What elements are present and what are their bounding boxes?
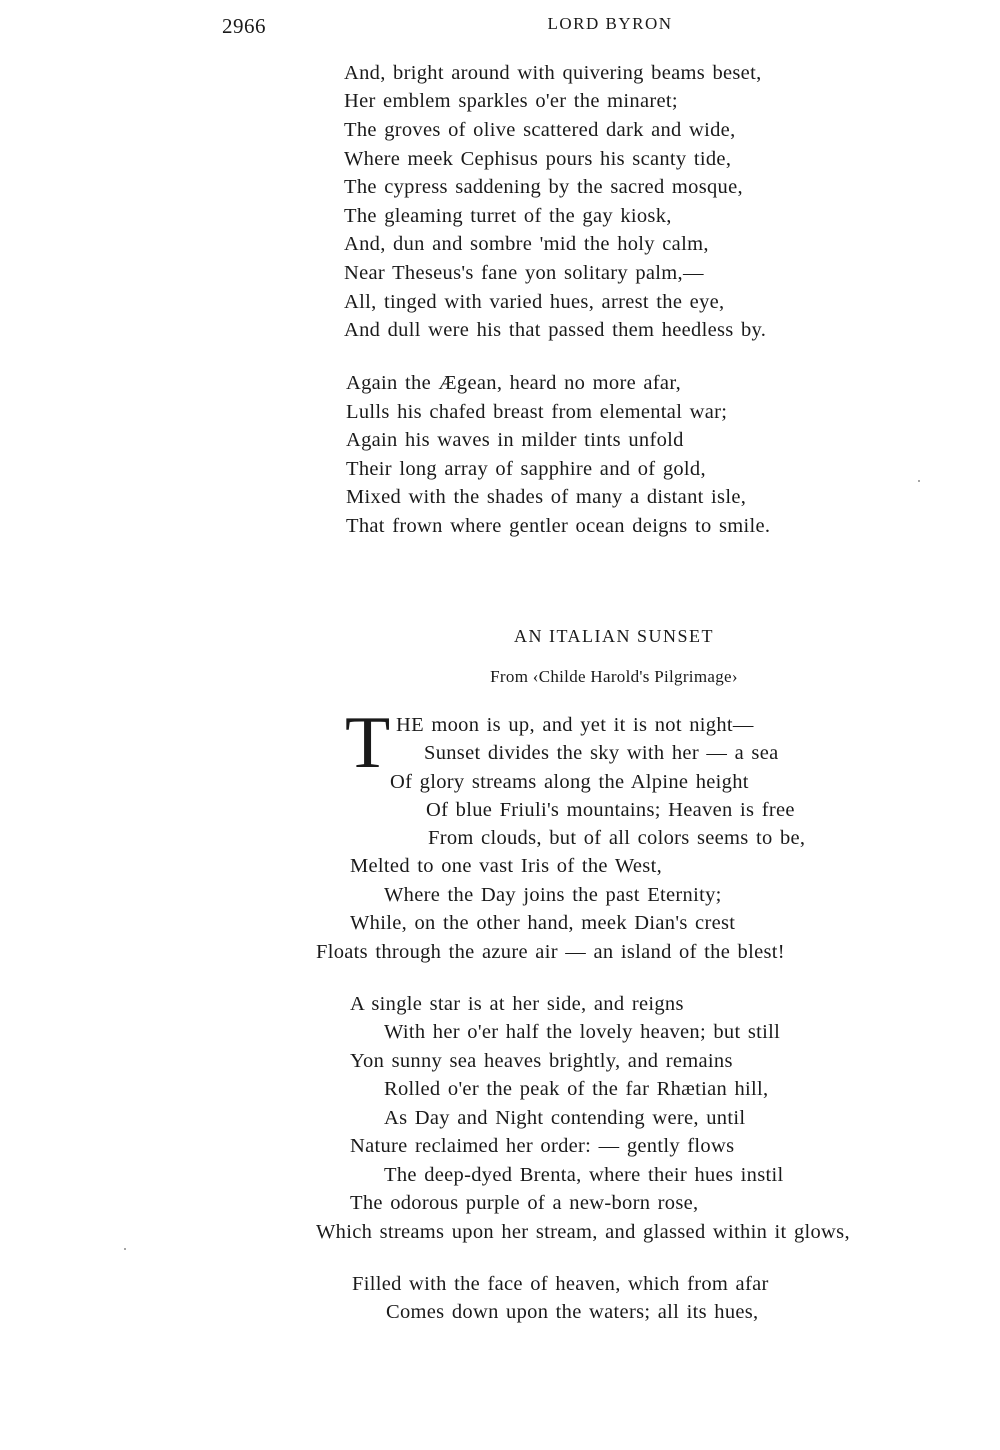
scan-speck [124,1248,126,1250]
verse-line: That frown where gentler ocean deigns to smile. [346,515,771,537]
verse-line: Of glory streams along the Alpine height [390,771,749,793]
verse-line: Melted to one vast Iris of the West, [350,855,662,877]
verse-line: And, dun and sombre 'mid the holy calm, [344,233,709,255]
verse-line: Comes down upon the waters; all its hues, [386,1301,759,1323]
verse-line: Nature reclaimed her order: — gently flows [350,1135,735,1157]
verse-line: Where meek Cephisus pours his scanty tide, [344,148,732,170]
verse-line: Near Theseus's fane yon solitary palm,— [344,262,704,284]
verse-line: Which streams upon her stream, and glassed within it glows, [316,1221,850,1243]
page-number: 2966 [222,14,266,38]
verse-line: The odorous purple of a new-born rose, [350,1192,699,1214]
verse-line: Their long array of sapphire and of gold, [346,458,706,480]
verse-line: Rolled o'er the peak of the far Rhætian hill, [384,1078,769,1100]
verse-line: Lulls his chafed breast from elemental war; [346,401,728,423]
verse-line: The groves of olive scattered dark and wide, [344,119,736,141]
verse-line: Yon sunny sea heaves brightly, and remains [350,1050,733,1072]
verse-line: And dull were his that passed them heedless by. [344,319,767,341]
verse-line: A single star is at her side, and reigns [350,993,684,1015]
first-line-smallcaps: HE [396,714,424,736]
verse-line: All, tinged with varied hues, arrest the eye, [344,291,725,313]
verse-line-first [396,714,754,737]
verse-line: Mixed with the shades of many a distant isle, [346,486,747,508]
running-head: LORD BYRON [547,14,673,33]
verse-line: Of blue Friuli's mountains; Heaven is free [426,799,795,821]
verse-line: With her o'er half the lovely heaven; but still [384,1021,781,1043]
verse-line: The cypress saddening by the sacred mosque, [344,176,743,198]
verse-line: Sunset divides the sky with her — a sea [424,742,779,764]
poem-source: From ‹Childe Harold's Pilgrimage› [490,667,738,686]
verse-line: From clouds, but of all colors seems to be, [428,827,806,849]
verse-line: Floats through the azure air — an island of the blest! [316,941,785,963]
verse-line: While, on the other hand, meek Dian's crest [350,912,736,934]
drop-cap: T [345,702,391,784]
scan-speck [918,480,920,482]
verse-line: The deep-dyed Brenta, where their hues instil [384,1164,784,1186]
verse-line: Again his waves in milder tints unfold [346,429,684,451]
verse-line: Again the Ægean, heard no more afar, [346,372,682,394]
verse-line: The gleaming turret of the gay kiosk, [344,205,672,227]
verse-line: Where the Day joins the past Eternity; [384,884,722,906]
poem-title: AN ITALIAN SUNSET [513,626,715,646]
verse-line: Filled with the face of heaven, which from afar [352,1273,769,1295]
verse-line: Her emblem sparkles o'er the minaret; [344,90,678,112]
first-line-rest: moon is up, and yet it is not night— [423,714,754,736]
verse-line: As Day and Night contending were, until [384,1107,746,1129]
verse-line: And, bright around with quivering beams beset, [344,62,762,84]
